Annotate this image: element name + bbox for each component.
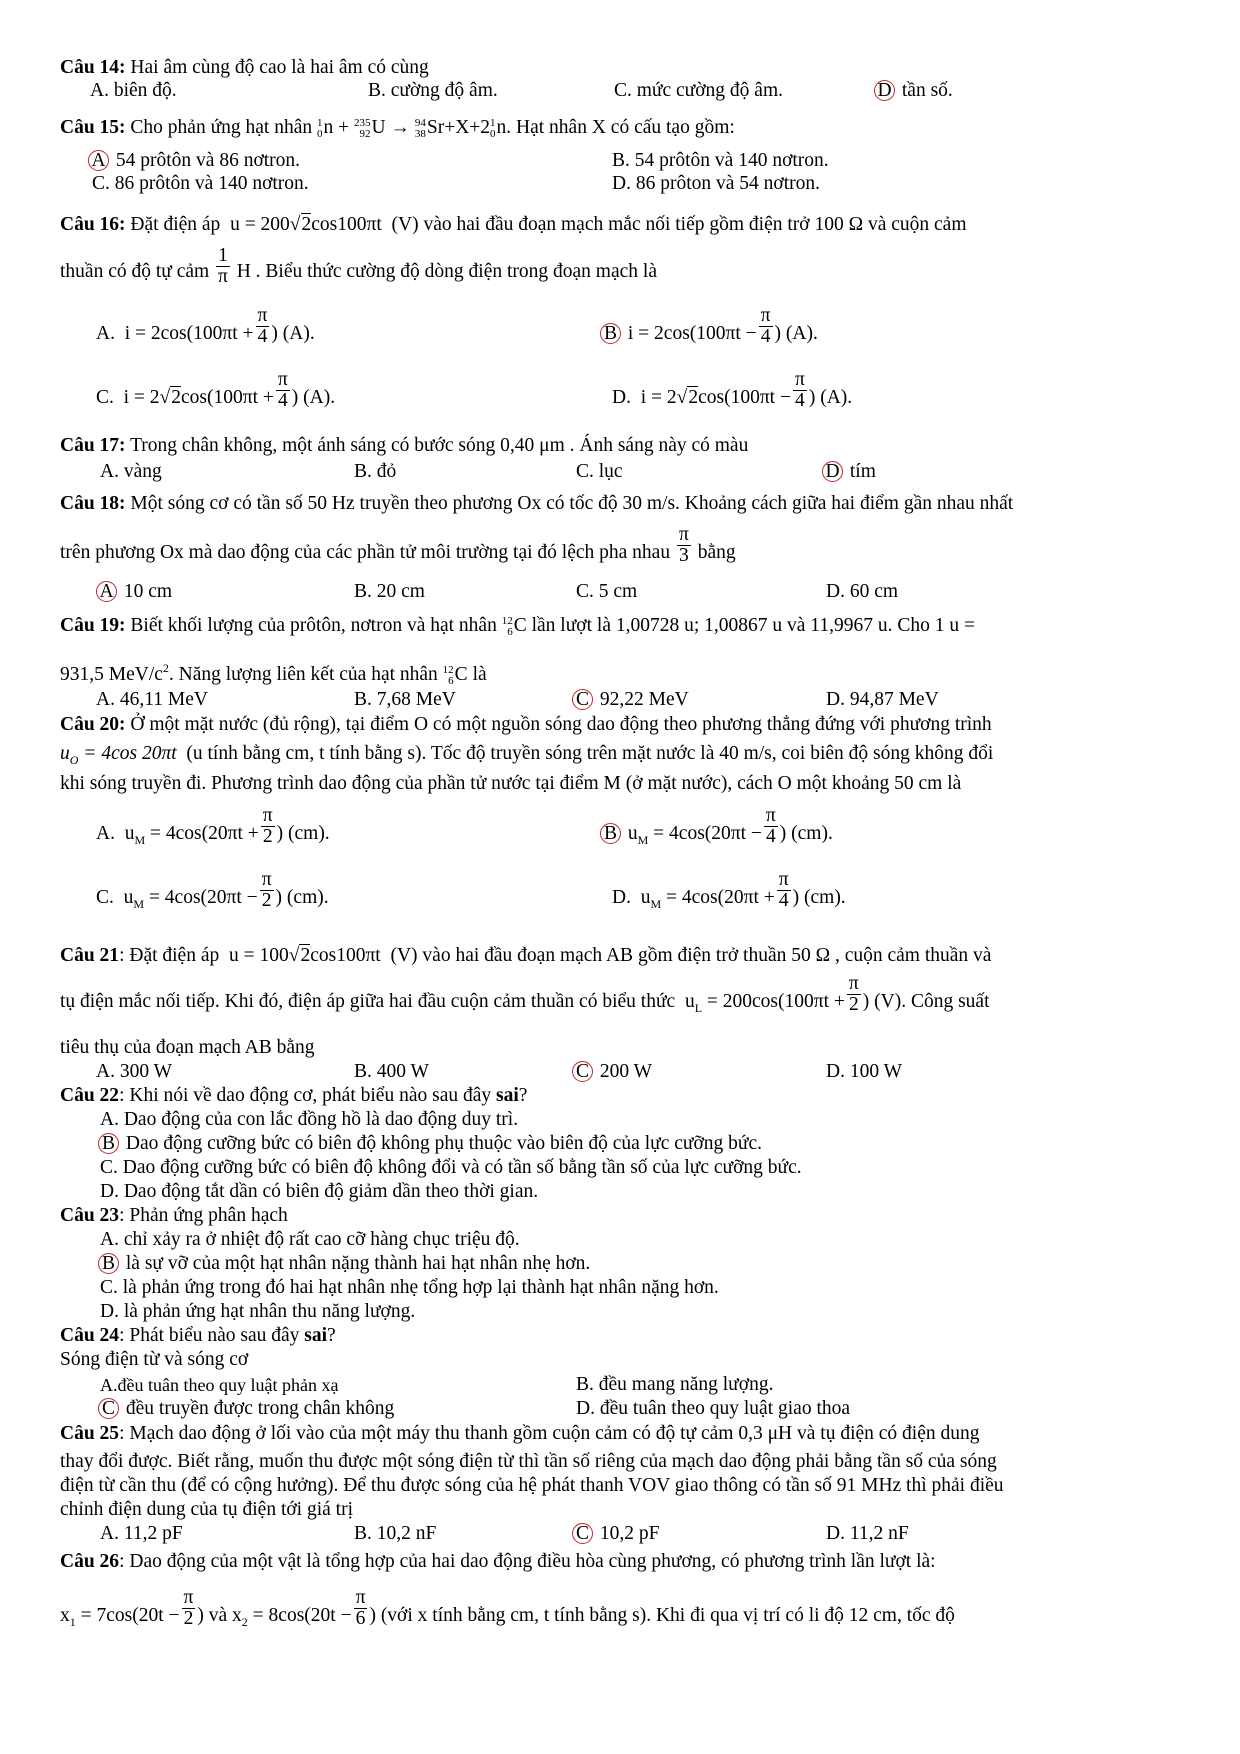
answer-circle-icon: C: [98, 1398, 119, 1419]
option-b-answer[interactable]: [98, 1132, 762, 1156]
question-text: Biết khối lượng của prôtôn, nơtron và hạt nhân: [130, 615, 497, 636]
option-b[interactable]: B. 400 W: [354, 1061, 429, 1082]
question-25: [60, 1422, 980, 1446]
option-c[interactable]: C. 86 prôtôn và 140 nơtron.: [92, 173, 309, 194]
option-formula: $u_M = 4\cos(20\pi t$ + $\frac{\pi}{2}$ ): [119, 805, 284, 848]
option-unit: (A).: [303, 387, 336, 408]
question-text: Cho phản ứng hạt nhân: [130, 117, 313, 138]
option-formula: i = 2√2cos(100πt + $\frac{\pi}{4}$ ): [118, 369, 299, 412]
option-unit: (cm).: [791, 823, 833, 844]
option-c[interactable]: C. mức cường độ âm.: [614, 80, 784, 101]
option-c[interactable]: C. lục: [576, 461, 623, 482]
question-22: [60, 1084, 527, 1108]
option-d[interactable]: D. 11,2 nF: [826, 1523, 909, 1544]
carbon-nucleus: 12 6 C: [501, 614, 527, 638]
emphasis-word: sai: [496, 1085, 519, 1106]
option-text: tần số.: [901, 80, 953, 101]
question-26-line-2: [60, 1587, 955, 1634]
question-label: Câu 23: [60, 1205, 120, 1226]
option-c-answer[interactable]: [572, 1060, 652, 1084]
question-label: Câu 15:: [60, 117, 126, 138]
option-formula: $u_M = 4\cos(20\pi t$ − $\frac{\pi}{4}$ ): [627, 805, 787, 848]
inductor-voltage-formula: $u_L = 200\cos(100\pi t$ + $\frac{\pi}{2}$ ): [680, 973, 870, 1016]
question-label: Câu 22: [60, 1085, 120, 1106]
question-text: (V) vào hai đầu đoạn mạch mắc nối tiếp gồm điện trở 100 Ω và cuộn cảm: [391, 214, 967, 235]
option-d[interactable]: D. Dao động tắt dần có biên độ giảm dần theo thời gian.: [100, 1181, 539, 1202]
question-text: : Phản ứng phân hạch: [119, 1205, 288, 1226]
option-text: 92,22 MeV: [599, 689, 689, 710]
option-b[interactable]: B. 20 cm: [354, 581, 425, 602]
answer-circle-icon: A: [96, 581, 117, 602]
answer-circle-icon: B: [600, 323, 621, 344]
question-19-line-2: [60, 656, 487, 687]
question-text: : Khi nói về dao động cơ, phát biểu nào sau đây: [119, 1085, 492, 1106]
question-text: lần lượt là 1,00728 u; 1,00867 u và 11,9967 u. Cho 1 u =: [531, 615, 975, 636]
answer-circle-icon: C: [572, 1523, 593, 1544]
answer-circle-icon: B: [98, 1253, 119, 1274]
nuclear-reaction-equation: 1 0 n + 235 92 U → 94 38 Sr+X+2 1 0 n: [317, 116, 507, 140]
option-a[interactable]: A. 300 W: [96, 1061, 173, 1082]
option-a[interactable]: [96, 305, 315, 348]
answer-circle-icon: D: [822, 461, 843, 482]
option-d[interactable]: D. đều tuân theo quy luật giao thoa: [576, 1398, 851, 1419]
answer-circle-icon: C: [572, 1061, 593, 1082]
question-15: [60, 116, 735, 140]
question-text: 931,5 MeV/c: [60, 664, 163, 685]
question-text: Hai âm cùng độ cao là hai âm có cùng: [130, 57, 429, 78]
option-letter: C.: [96, 387, 114, 408]
option-letter: A.: [96, 323, 115, 344]
option-text: là sự vỡ của một hạt nhân nặng thành hai hạt nhân nhẹ hơn.: [125, 1253, 591, 1274]
option-a[interactable]: A. chỉ xảy ra ở nhiệt độ rất cao cỡ hàng chục triệu độ.: [100, 1229, 520, 1250]
question-26: [60, 1550, 936, 1574]
option-text: 200 W: [599, 1061, 653, 1082]
option-d[interactable]: D. 60 cm: [826, 581, 899, 602]
question-18: [60, 492, 1013, 516]
answer-circle-icon: C: [572, 689, 593, 710]
question-17: [60, 434, 748, 458]
option-b[interactable]: B. 54 prôtôn và 140 nơtron.: [612, 150, 829, 171]
question-20-line-2: [60, 742, 993, 772]
question-24-stem: Sóng điện từ và sóng cơ: [60, 1349, 249, 1370]
question-tail: . Hạt nhân X có cấu tạo gồm:: [506, 117, 735, 138]
option-d[interactable]: D. 100 W: [826, 1061, 903, 1082]
question-text: tụ điện mắc nối tiếp. Khi đó, điện áp giữa hai đầu cuộn cảm thuần có biểu thức: [60, 991, 676, 1012]
option-a[interactable]: A.đều tuân theo quy luật phản xạ: [100, 1375, 339, 1395]
option-b[interactable]: B. 10,2 nF: [354, 1523, 437, 1544]
question-25-line-2: thay đổi được. Biết rằng, muốn thu được một sóng điện từ thì tần số riêng của mạch dao động phải bằng tần số của sóng: [60, 1451, 997, 1472]
option-unit: (cm).: [286, 887, 329, 908]
question-25-line-4: chỉnh điện dung của tụ điện tới giá trị: [60, 1499, 353, 1520]
question-21-line-3: [60, 1036, 315, 1060]
question-label: Câu 16:: [60, 214, 126, 235]
question-text: là: [472, 664, 487, 685]
option-d[interactable]: D. 86 prôton và 54 nơtron.: [612, 173, 820, 194]
option-c[interactable]: C. là phản ứng trong đó hai hạt nhân nhẹ tổng hợp lại thành hạt nhân nặng hơn.: [100, 1277, 719, 1298]
answer-circle-icon: B: [600, 823, 621, 844]
question-25-line-3: điện từ cần thu (để có cộng hưởng). Để thu được sóng của hệ phát thanh VOV giao thông có tần số 91 MHz thì phải điều: [60, 1475, 1004, 1496]
question-23: [60, 1204, 288, 1228]
question-text: (u tính bằng cm, t tính bằng s). Tốc độ truyền sóng trên mặt nước là 40 m/s, coi biên độ sóng không đổi: [186, 743, 994, 764]
question-19: [60, 614, 975, 638]
option-letter: C.: [96, 887, 114, 908]
question-label: Câu 21: [60, 945, 120, 966]
option-letter: D.: [612, 887, 631, 908]
option-formula: $u_M = 4\cos(20\pi t$ + $\frac{\pi}{4}$ ): [635, 869, 800, 912]
oscillation-x1-formula: $x_1 = 7\cos(20t$ − $\frac{\pi}{2}$ ): [60, 1587, 204, 1630]
option-text: đều truyền được trong chân không: [125, 1398, 395, 1419]
question-21-line-2: [60, 973, 990, 1020]
emphasis-word: sai: [304, 1325, 328, 1346]
question-label: Câu 19:: [60, 615, 126, 636]
question-text: H . Biểu thức cường độ dòng điện trong đoạn mạch là: [236, 260, 657, 282]
question-label: Câu 24: [60, 1325, 120, 1346]
option-d[interactable]: [612, 369, 853, 412]
option-text: Dao động cưỡng bức có biên độ không phụ thuộc vào biên độ của lực cưỡng bức.: [125, 1133, 762, 1154]
option-a[interactable]: [96, 805, 330, 852]
option-b-answer[interactable]: [600, 305, 818, 348]
question-16: [60, 213, 967, 237]
option-b[interactable]: B. 7,68 MeV: [354, 689, 456, 710]
question-text: Đặt điện áp: [130, 214, 221, 235]
answer-circle-icon: B: [98, 1133, 119, 1154]
answer-circle-icon: D: [874, 80, 895, 101]
option-c-answer[interactable]: [572, 688, 689, 712]
option-formula: i = 2cos(100πt + $\frac{\pi}{4}$ ): [119, 305, 278, 348]
question-label: Câu 14:: [60, 57, 126, 78]
question-text: Ở một mặt nước (đủ rộng), tại điểm O có một nguồn sóng dao động theo phương thẳng đứng với phương trình: [130, 714, 992, 735]
question-label: Câu 17:: [60, 435, 126, 456]
option-a[interactable]: A. 46,11 MeV: [96, 689, 208, 710]
question-text: (V). Công suất: [874, 991, 990, 1012]
oscillation-x2-formula: $x_2 = 8\cos(20t$ − $\frac{\pi}{6}$ ): [232, 1587, 376, 1630]
option-unit: (A).: [282, 323, 315, 344]
option-text: tím: [849, 461, 876, 482]
option-c[interactable]: C. Dao động cưỡng bức có biên độ không đổi và có tần số bằng tần số của lực cưỡng bức.: [100, 1157, 802, 1178]
question-mark: ?: [327, 1325, 336, 1346]
question-20-line-3: [60, 772, 961, 796]
question-text: : Phát biểu nào sau đây: [119, 1325, 300, 1346]
question-text: (V) vào hai đầu đoạn mạch AB gồm điện trở thuần 50 Ω , cuộn cảm thuần và: [390, 945, 992, 966]
option-d[interactable]: D. là phản ứng hạt nhân thu năng lượng.: [100, 1301, 416, 1322]
option-unit: (A).: [785, 323, 818, 344]
superscript: 2: [162, 661, 169, 675]
option-letter: D.: [612, 387, 631, 408]
question-text: : Đặt điện áp: [119, 945, 220, 966]
question-20: [60, 713, 992, 737]
option-unit: (A).: [820, 387, 853, 408]
question-text: Trong chân không, một ánh sáng có bước sóng 0,40 μm . Ánh sáng này có màu: [130, 435, 749, 456]
option-formula: i = 2√2cos(100πt − $\frac{\pi}{4}$ ): [635, 369, 816, 412]
question-21: [60, 944, 991, 968]
option-c[interactable]: [96, 869, 329, 916]
question-24: [60, 1324, 336, 1348]
option-d-answer[interactable]: [822, 460, 876, 484]
option-b[interactable]: B. đỏ: [354, 461, 397, 482]
option-formula: $u_M = 4\cos(20\pi t$ − $\frac{\pi}{2}$ ): [118, 869, 283, 912]
question-text: : Mạch dao động ở lối vào của một máy thu thanh gồm cuộn cảm có độ tự cảm 0,3 μH và tụ điện có điện dung: [119, 1423, 980, 1444]
question-label: Câu 18:: [60, 493, 126, 514]
option-c[interactable]: [96, 369, 336, 412]
voltage-formula: u = 200√2cos100πt: [225, 214, 387, 235]
question-text: (với x tính bằng cm, t tính bằng s). Khi đi qua vị trí có li độ 12 cm, tốc độ: [380, 1605, 955, 1626]
phase-fraction: $\frac{\pi}{3}$: [678, 524, 689, 567]
question-label: Câu 26: [60, 1551, 120, 1572]
option-b[interactable]: B. đều mang năng lượng.: [576, 1374, 774, 1395]
option-b-answer[interactable]: [98, 1252, 590, 1276]
option-text: 10,2 pF: [599, 1523, 660, 1544]
option-d[interactable]: D. 94,87 MeV: [826, 689, 939, 710]
question-text: Một sóng cơ có tần số 50 Hz truyền theo phương Ox có tốc độ 30 m/s. Khoảng cách giữa hai điểm gần nhau nhất: [130, 493, 1014, 514]
inductance-fraction: $\frac{1}{\pi}$: [218, 245, 228, 287]
answer-circle-icon: A: [88, 150, 109, 171]
option-d-answer[interactable]: [874, 79, 953, 103]
voltage-formula: u = 100√2cos100πt: [224, 945, 386, 966]
question-18-line-2: [60, 524, 736, 567]
question-text: thuần có độ tự cảm: [60, 260, 210, 282]
question-text: trên phương Ox mà dao động của các phần tử môi trường tại đó lệch pha nhau: [60, 542, 671, 563]
question-text: bằng: [697, 542, 736, 563]
option-text: 10 cm: [123, 581, 173, 602]
option-b[interactable]: B. cường độ âm.: [368, 80, 498, 101]
question-label: Câu 25: [60, 1423, 120, 1444]
option-a[interactable]: A. biên độ.: [90, 80, 177, 101]
option-b-answer[interactable]: [600, 805, 833, 852]
option-a-answer[interactable]: [96, 580, 172, 604]
question-text: khi sóng truyền đi. Phương trình dao động của phần tử nước tại điểm M (ở mặt nước), cách O một khoảng 50 cm là: [60, 773, 962, 794]
question-mark: ?: [518, 1085, 528, 1106]
question-text: : Dao động của một vật là tổng hợp của hai dao động điều hòa cùng phương, có phương trình lần lượt là:: [119, 1551, 936, 1572]
option-unit: (cm).: [804, 887, 846, 908]
question-16-line-2: [60, 245, 657, 287]
option-a-answer[interactable]: [88, 149, 300, 173]
question-14: [60, 56, 429, 80]
option-letter: A.: [96, 823, 115, 844]
option-c[interactable]: C. 5 cm: [576, 581, 638, 602]
source-equation: $u_O = 4\cos$ 20πt: [60, 743, 182, 767]
question-text: . Năng lượng liên kết của hạt nhân: [168, 664, 438, 685]
option-text: 54 prôtôn và 86 nơtron.: [115, 150, 301, 171]
question-text: tiêu thụ của đoạn mạch AB bằng: [60, 1037, 315, 1058]
option-a[interactable]: A. Dao động của con lắc đồng hồ là dao động duy trì.: [100, 1109, 519, 1130]
option-a[interactable]: A. vàng: [100, 461, 162, 482]
option-formula: i = 2cos(100πt − $\frac{\pi}{4}$ ): [627, 305, 782, 348]
carbon-nucleus: 12 6 C: [442, 663, 468, 687]
option-c-answer[interactable]: [572, 1522, 659, 1546]
question-label: Câu 20:: [60, 714, 126, 735]
option-unit: (cm).: [288, 823, 330, 844]
option-a[interactable]: A. 11,2 pF: [100, 1523, 183, 1544]
option-c-answer[interactable]: [98, 1397, 394, 1421]
option-d[interactable]: [612, 869, 846, 916]
question-text: và: [208, 1605, 228, 1626]
